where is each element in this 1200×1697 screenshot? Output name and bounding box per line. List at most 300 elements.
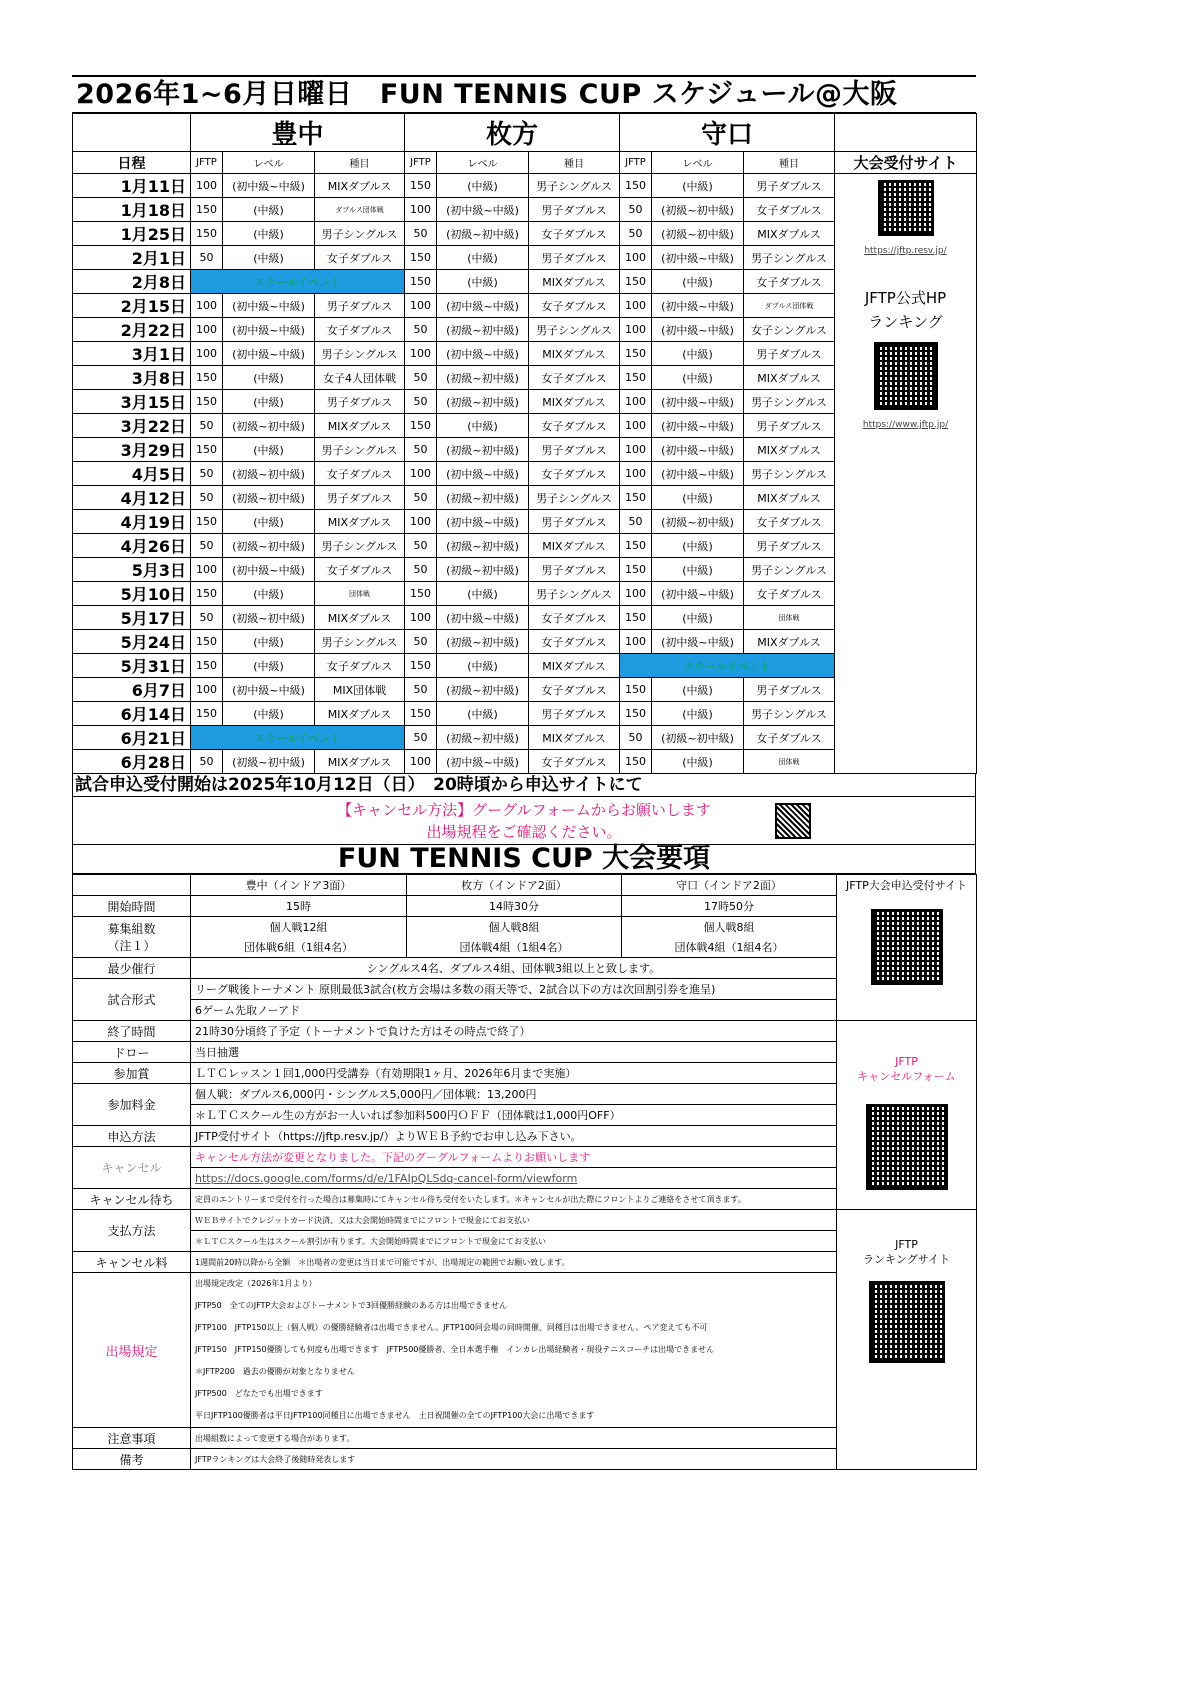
level-moriguchi: (中級) — [652, 174, 744, 198]
event-toyonaka: MIXダブルス — [315, 510, 405, 534]
level-hirakata: (初級~初中級) — [437, 534, 529, 558]
event-moriguchi: 女子ダブルス — [744, 726, 835, 750]
schedule-row — [73, 174, 977, 198]
jftp-toyonaka: 50 — [191, 486, 223, 510]
date-cell: 5月3日 — [73, 558, 191, 582]
special-event-moriguchi: スクールイベント — [620, 654, 835, 678]
jftp-moriguchi: 100 — [620, 390, 652, 414]
level-moriguchi: (初中級~中級) — [652, 414, 744, 438]
jftp-hirakata: 50 — [405, 318, 437, 342]
venue-head-toyonaka: 豊中（インドア3面） — [191, 875, 407, 896]
event-hirakata: 女子ダブルス — [529, 678, 620, 702]
cancel-notice-line1: 【キャンセル方法】グーグルフォームからお願いします — [337, 801, 711, 819]
date-cell: 2月8日 — [73, 270, 191, 294]
event-toyonaka: 男子シングルス — [315, 438, 405, 462]
jftp-hirakata: 50 — [405, 678, 437, 702]
event-hirakata: MIXダブルス — [529, 270, 620, 294]
event-hirakata: 女子ダブルス — [529, 606, 620, 630]
level-hirakata: (初級~初中級) — [437, 678, 529, 702]
level-hirakata: (初中級~中級) — [437, 510, 529, 534]
schedule-table — [72, 113, 977, 774]
date-cell: 6月14日 — [73, 702, 191, 726]
event-moriguchi: MIXダブルス — [744, 630, 835, 654]
jftp-toyonaka: 100 — [191, 558, 223, 582]
ranking-site-label2: ランキングサイト — [863, 1253, 950, 1266]
special-event-toyonaka: スクールイベント — [191, 726, 405, 750]
level-toyonaka: (中級) — [223, 654, 315, 678]
event-hirakata: 男子シングルス — [529, 582, 620, 606]
jftp-hirakata: 100 — [405, 750, 437, 774]
end-time-label: 終了時間 — [73, 1021, 191, 1042]
date-cell: 5月17日 — [73, 606, 191, 630]
jftp-hirakata: 150 — [405, 414, 437, 438]
event-moriguchi: 女子ダブルス — [744, 510, 835, 534]
event-toyonaka: 女子ダブルス — [315, 654, 405, 678]
jftp-hirakata: 150 — [405, 246, 437, 270]
level-toyonaka: (中級) — [223, 582, 315, 606]
event-toyonaka: MIXダブルス — [315, 606, 405, 630]
event-hirakata: 女子ダブルス — [529, 414, 620, 438]
level-hirakata: (初級~初中級) — [437, 390, 529, 414]
caution-label: 注意事項 — [73, 1428, 191, 1449]
event-header: 種目 — [529, 152, 620, 174]
format-text1: リーグ戦後トーナメント 原則最低3試合(枚方会場は多数の雨天等で、2試合以下の方は次回割引券を進呈) — [191, 979, 837, 1000]
date-cell: 3月22日 — [73, 414, 191, 438]
jftp-hirakata: 100 — [405, 510, 437, 534]
payment-text1: ＷＥＢサイトでクレジットカード決済、又は大会開始時間までにフロントで現金にてお支払い — [191, 1210, 837, 1231]
format-text2: 6ゲーム先取ノーアド — [191, 1000, 837, 1021]
level-toyonaka: (初級~初中級) — [223, 750, 315, 774]
venue-toyonaka: 豊中 — [191, 114, 405, 152]
date-cell: 5月10日 — [73, 582, 191, 606]
format-label: 試合形式 — [73, 979, 191, 1021]
jftp-moriguchi: 100 — [620, 414, 652, 438]
start-time-hirakata: 14時30分 — [407, 896, 622, 917]
level-moriguchi: (中級) — [652, 750, 744, 774]
level-toyonaka: (初中級~中級) — [223, 318, 315, 342]
minimum-label: 最少催行 — [73, 958, 191, 979]
jftp-hirakata: 50 — [405, 438, 437, 462]
jftp-moriguchi: 100 — [620, 318, 652, 342]
level-hirakata: (初級~初中級) — [437, 318, 529, 342]
event-hirakata: 女子ダブルス — [529, 366, 620, 390]
event-hirakata: MIXダブルス — [529, 342, 620, 366]
eligibility-label: 出場規定 — [73, 1273, 191, 1428]
level-hirakata: (中級) — [437, 654, 529, 678]
jftp-moriguchi: 150 — [620, 534, 652, 558]
date-cell: 2月22日 — [73, 318, 191, 342]
guidelines-title: FUN TENNIS CUP 大会要項 — [72, 845, 976, 874]
jftp-moriguchi: 50 — [620, 726, 652, 750]
level-header: レベル — [652, 152, 744, 174]
level-moriguchi: (中級) — [652, 558, 744, 582]
recruit-team-toyonaka: 団体戦6組（1組4名） — [191, 937, 407, 958]
level-moriguchi: (初中級~中級) — [652, 246, 744, 270]
jftp-moriguchi: 50 — [620, 510, 652, 534]
jftp-moriguchi: 150 — [620, 342, 652, 366]
eligibility-line: JFTP50 全てのJFTP大会およびトーナメントで3回優勝経験のある方は出場できません — [195, 1301, 508, 1310]
level-moriguchi: (中級) — [652, 270, 744, 294]
level-moriguchi: (中級) — [652, 606, 744, 630]
eligibility-line: JFTP150 JFTP150優勝しても何度も出場できます JFTP500優勝者、全日本選手権 インカレ出場経験者・現役テニスコーチは出場できません — [195, 1345, 715, 1354]
event-moriguchi: 男子ダブルス — [744, 678, 835, 702]
level-moriguchi: (初中級~中級) — [652, 318, 744, 342]
ranking-qr-code[interactable] — [874, 342, 938, 410]
event-toyonaka: MIXダブルス — [315, 414, 405, 438]
level-moriguchi: (初級~初中級) — [652, 726, 744, 750]
level-hirakata: (初中級~中級) — [437, 294, 529, 318]
jftp-toyonaka: 150 — [191, 510, 223, 534]
level-moriguchi: (初級~初中級) — [652, 510, 744, 534]
date-cell: 6月28日 — [73, 750, 191, 774]
level-hirakata: (中級) — [437, 582, 529, 606]
cancel-qr-code[interactable] — [775, 803, 811, 839]
date-cell: 6月21日 — [73, 726, 191, 750]
level-hirakata: (初中級~中級) — [437, 462, 529, 486]
jftp-moriguchi: 100 — [620, 246, 652, 270]
event-toyonaka: 団体戦 — [315, 582, 405, 606]
jftp-toyonaka: 150 — [191, 366, 223, 390]
jftp-hirakata: 150 — [405, 270, 437, 294]
jftp-moriguchi: 150 — [620, 678, 652, 702]
jftp-toyonaka: 150 — [191, 222, 223, 246]
level-toyonaka: (初級~初中級) — [223, 534, 315, 558]
event-moriguchi: 女子シングルス — [744, 318, 835, 342]
event-moriguchi: 団体戦 — [744, 750, 835, 774]
end-time-text: 21時30分頃終了予定（トーナメントで負けた方はその時点で終了） — [191, 1021, 837, 1042]
jftp-moriguchi: 50 — [620, 198, 652, 222]
remarks-label: 備考 — [73, 1449, 191, 1470]
event-hirakata: 男子シングルス — [529, 318, 620, 342]
site-side-panel — [835, 174, 977, 774]
cancel-form-link[interactable]: https://docs.google.com/forms/d/e/1FAIpQLSdq-cancel-form/viewform — [191, 1168, 837, 1189]
jftp-moriguchi: 150 — [620, 366, 652, 390]
cancel-change-text: キャンセル方法が変更となりました。下記のグーグルフォームよりお願いします — [191, 1147, 837, 1168]
level-header: レベル — [437, 152, 529, 174]
event-moriguchi: MIXダブルス — [744, 438, 835, 462]
recruit-label: 募集組数 — [107, 922, 156, 936]
event-moriguchi: 男子シングルス — [744, 246, 835, 270]
level-toyonaka: (中級) — [223, 438, 315, 462]
event-hirakata: MIXダブルス — [529, 726, 620, 750]
event-moriguchi: 男子ダブルス — [744, 534, 835, 558]
entry-qr-code[interactable] — [878, 180, 934, 236]
date-cell: 1月25日 — [73, 222, 191, 246]
jftp-toyonaka: 100 — [191, 678, 223, 702]
jftp-moriguchi: 150 — [620, 606, 652, 630]
start-time-label: 開始時間 — [73, 896, 191, 917]
draw-label: ドロー — [73, 1042, 191, 1063]
fee-text2: ＊ＬＴＣスクール生の方がお一人いれば参加料500円ＯＦＦ（団体戦は1,000円OFF） — [191, 1105, 837, 1126]
event-toyonaka: 男子シングルス — [315, 222, 405, 246]
level-hirakata: (中級) — [437, 270, 529, 294]
event-toyonaka: 女子4人団体戦 — [315, 366, 405, 390]
event-hirakata: 女子ダブルス — [529, 462, 620, 486]
level-hirakata: (初級~初中級) — [437, 630, 529, 654]
schedule-sheet — [72, 75, 976, 1470]
jftp-header: JFTP — [620, 152, 652, 174]
jftp-toyonaka: 50 — [191, 606, 223, 630]
event-toyonaka: 女子ダブルス — [315, 246, 405, 270]
jftp-hirakata: 100 — [405, 198, 437, 222]
level-moriguchi: (中級) — [652, 366, 744, 390]
jftp-toyonaka: 150 — [191, 390, 223, 414]
level-toyonaka: (初級~初中級) — [223, 486, 315, 510]
minimum-text: シングルス4名、ダブルス4組、団体戦3組以上と致します。 — [191, 958, 837, 979]
event-header: 種目 — [744, 152, 835, 174]
jftp-hirakata: 150 — [405, 582, 437, 606]
event-moriguchi: 男子シングルス — [744, 558, 835, 582]
jftp-toyonaka: 100 — [191, 342, 223, 366]
event-hirakata: 男子ダブルス — [529, 246, 620, 270]
jftp-moriguchi: 100 — [620, 630, 652, 654]
waitlist-label: キャンセル待ち — [73, 1189, 191, 1210]
ranking-site-qr-code[interactable] — [869, 1281, 945, 1363]
jftp-moriguchi: 150 — [620, 702, 652, 726]
fee-label: 参加料金 — [73, 1084, 191, 1126]
event-moriguchi: MIXダブルス — [744, 366, 835, 390]
cancel-fee-text: 1週間前20時以降から全額 ＊出場者の変更は当日まで可能ですが、出場規定の範囲でお願い致します。 — [191, 1252, 837, 1273]
apply-label: 申込方法 — [73, 1126, 191, 1147]
event-hirakata: 男子ダブルス — [529, 438, 620, 462]
event-hirakata: 男子ダブルス — [529, 702, 620, 726]
event-moriguchi: 男子ダブルス — [744, 414, 835, 438]
eligibility-line: JFTP500 どなたでも出場できます — [195, 1389, 323, 1398]
cancel-notice-line2: 出場規程をご確認ください。 — [426, 823, 622, 841]
level-moriguchi: (初中級~中級) — [652, 438, 744, 462]
event-hirakata: 男子ダブルス — [529, 510, 620, 534]
jftp-moriguchi: 150 — [620, 750, 652, 774]
column-header-row — [73, 152, 977, 174]
date-cell: 5月24日 — [73, 630, 191, 654]
eligibility-text — [191, 1273, 837, 1428]
date-header: 日程 — [73, 152, 191, 174]
recruit-ind-hirakata: 個人戦8組 — [407, 917, 622, 938]
cancel-label: キャンセル — [73, 1147, 191, 1189]
jftp-hirakata: 50 — [405, 390, 437, 414]
level-moriguchi: (初中級~中級) — [652, 630, 744, 654]
page-title: 2026年1~6月日曜日 FUN TENNIS CUP スケジュール@大阪 — [72, 75, 976, 113]
jftp-hirakata: 50 — [405, 558, 437, 582]
date-cell: 4月12日 — [73, 486, 191, 510]
event-moriguchi: 女子ダブルス — [744, 582, 835, 606]
jftp-header: JFTP — [191, 152, 223, 174]
fee-text1: 個人戦：ダブルス6,000円・シングルス5,000円／団体戦：13,200円 — [191, 1084, 837, 1105]
event-toyonaka: MIXダブルス — [315, 174, 405, 198]
event-toyonaka: 男子シングルス — [315, 342, 405, 366]
event-toyonaka: 男子シングルス — [315, 630, 405, 654]
jftp-toyonaka: 150 — [191, 438, 223, 462]
caution-text: 出場組数によって変更する場合があります。 — [191, 1428, 837, 1449]
event-toyonaka: 女子ダブルス — [315, 318, 405, 342]
cancel-form-qr-code[interactable] — [866, 1104, 948, 1190]
venue-header-row — [73, 114, 977, 152]
level-hirakata: (初級~初中級) — [437, 366, 529, 390]
level-hirakata: (初級~初中級) — [437, 558, 529, 582]
date-cell: 3月8日 — [73, 366, 191, 390]
level-moriguchi: (中級) — [652, 534, 744, 558]
prize-label: 参加賞 — [73, 1063, 191, 1084]
jftp-toyonaka: 150 — [191, 198, 223, 222]
jftp-toyonaka: 50 — [191, 414, 223, 438]
jftp-hirakata: 100 — [405, 462, 437, 486]
jftp-toyonaka: 100 — [191, 318, 223, 342]
date-cell: 4月19日 — [73, 510, 191, 534]
date-cell: 3月15日 — [73, 390, 191, 414]
level-moriguchi: (初中級~中級) — [652, 462, 744, 486]
event-header: 種目 — [315, 152, 405, 174]
level-toyonaka: (中級) — [223, 366, 315, 390]
event-moriguchi: 男子シングルス — [744, 462, 835, 486]
level-toyonaka: (中級) — [223, 630, 315, 654]
cancel-notice — [72, 797, 976, 845]
hp-label1: JFTP公式HP — [864, 289, 947, 307]
event-toyonaka: 男子ダブルス — [315, 486, 405, 510]
date-cell: 2月15日 — [73, 294, 191, 318]
jftp-toyonaka: 50 — [191, 534, 223, 558]
prize-text: ＬＴＣレッスン１回1,000円受講券（有効期限1ヶ月、2026年6月まで実施） — [191, 1063, 837, 1084]
venue-hirakata: 枚方 — [405, 114, 620, 152]
event-moriguchi: 男子ダブルス — [744, 342, 835, 366]
level-toyonaka: (初級~初中級) — [223, 414, 315, 438]
event-moriguchi: 男子ダブルス — [744, 174, 835, 198]
recruit-team-moriguchi: 団体戦4組（1組4名） — [622, 937, 837, 958]
eligibility-line: ＊JFTP200 過去の優勝が対象となりません — [195, 1367, 355, 1376]
cancel-form-label2: キャンセルフォーム — [857, 1070, 956, 1083]
jftp-hirakata: 50 — [405, 534, 437, 558]
level-hirakata: (中級) — [437, 414, 529, 438]
level-moriguchi: (初級~初中級) — [652, 222, 744, 246]
jftp-toyonaka: 100 — [191, 294, 223, 318]
venue-head-hirakata: 枚方（インドア2面） — [407, 875, 622, 896]
level-toyonaka: (初級~初中級) — [223, 462, 315, 486]
cancel-fee-label: キャンセル料 — [73, 1252, 191, 1273]
jftp-hirakata: 150 — [405, 654, 437, 678]
level-hirakata: (初級~初中級) — [437, 438, 529, 462]
event-hirakata: 男子ダブルス — [529, 558, 620, 582]
event-hirakata: 女子ダブルス — [529, 294, 620, 318]
jftp-moriguchi: 100 — [620, 582, 652, 606]
level-moriguchi: (中級) — [652, 702, 744, 726]
event-toyonaka: MIXダブルス — [315, 702, 405, 726]
jftp-moriguchi: 150 — [620, 486, 652, 510]
jftp-toyonaka: 50 — [191, 246, 223, 270]
level-toyonaka: (中級) — [223, 198, 315, 222]
event-hirakata: MIXダブルス — [529, 534, 620, 558]
level-toyonaka: (中級) — [223, 246, 315, 270]
event-hirakata: 男子シングルス — [529, 486, 620, 510]
event-moriguchi: 女子ダブルス — [744, 198, 835, 222]
hp-site-link[interactable]: https://www.jftp.jp/ — [862, 420, 949, 430]
level-hirakata: (初中級~中級) — [437, 750, 529, 774]
recruit-ind-toyonaka: 個人戦12組 — [191, 917, 407, 938]
draw-text: 当日抽選 — [191, 1042, 837, 1063]
entry-site-link[interactable]: https://jftp.resv.jp/ — [864, 246, 947, 256]
date-cell: 4月5日 — [73, 462, 191, 486]
event-toyonaka: 男子シングルス — [315, 534, 405, 558]
event-hirakata: 男子シングルス — [529, 174, 620, 198]
date-cell: 3月1日 — [73, 342, 191, 366]
level-toyonaka: (初中級~中級) — [223, 558, 315, 582]
entry-site-panel — [837, 875, 977, 1021]
level-toyonaka: (中級) — [223, 510, 315, 534]
cancel-form-label1: JFTP — [895, 1055, 918, 1068]
jftp-hirakata: 100 — [405, 294, 437, 318]
jftp-moriguchi: 100 — [620, 438, 652, 462]
date-cell: 5月31日 — [73, 654, 191, 678]
recruit-note: （注１） — [107, 939, 156, 953]
jftp-hirakata: 150 — [405, 174, 437, 198]
entry-site-qr-code[interactable] — [871, 909, 943, 985]
level-toyonaka: (初中級~中級) — [223, 294, 315, 318]
venue-moriguchi: 守口 — [620, 114, 835, 152]
level-toyonaka: (初中級~中級) — [223, 342, 315, 366]
jftp-toyonaka: 150 — [191, 702, 223, 726]
eligibility-line: JFTP100 JFTP150以上（個人戦）の優勝経験者は出場できません。JFTP100同会場の同時開催、同種目は出場できません。ペア変えても不可 — [195, 1323, 708, 1332]
jftp-moriguchi: 50 — [620, 222, 652, 246]
level-toyonaka: (中級) — [223, 702, 315, 726]
jftp-header: JFTP — [405, 152, 437, 174]
jftp-moriguchi: 150 — [620, 558, 652, 582]
ranking-site-label1: JFTP — [895, 1238, 918, 1251]
event-hirakata: 女子ダブルス — [529, 750, 620, 774]
level-hirakata: (初中級~中級) — [437, 342, 529, 366]
recruit-team-hirakata: 団体戦4組（1組4名） — [407, 937, 622, 958]
jftp-hirakata: 100 — [405, 342, 437, 366]
level-moriguchi: (中級) — [652, 342, 744, 366]
event-hirakata: MIXダブルス — [529, 654, 620, 678]
entry-site-label: JFTP大会申込受付サイト — [846, 879, 967, 892]
payment-label: 支払方法 — [73, 1210, 191, 1252]
event-toyonaka: 女子ダブルス — [315, 558, 405, 582]
jftp-hirakata: 50 — [405, 366, 437, 390]
level-hirakata: (初中級~中級) — [437, 606, 529, 630]
level-hirakata: (中級) — [437, 174, 529, 198]
jftp-toyonaka: 100 — [191, 174, 223, 198]
event-moriguchi: MIXダブルス — [744, 222, 835, 246]
event-moriguchi: MIXダブルス — [744, 486, 835, 510]
level-moriguchi: (初級~初中級) — [652, 198, 744, 222]
event-toyonaka: 男子ダブルス — [315, 294, 405, 318]
jftp-toyonaka: 150 — [191, 654, 223, 678]
jftp-toyonaka: 50 — [191, 750, 223, 774]
remarks-text: JFTPランキングは大会終了後随時発表します — [191, 1449, 837, 1470]
event-hirakata: 男子ダブルス — [529, 198, 620, 222]
event-toyonaka: MIX団体戦 — [315, 678, 405, 702]
start-time-toyonaka: 15時 — [191, 896, 407, 917]
jftp-toyonaka: 150 — [191, 630, 223, 654]
date-cell: 1月11日 — [73, 174, 191, 198]
date-cell: 6月7日 — [73, 678, 191, 702]
date-cell: 3月29日 — [73, 438, 191, 462]
level-header: レベル — [223, 152, 315, 174]
jftp-hirakata: 150 — [405, 702, 437, 726]
jftp-hirakata: 50 — [405, 222, 437, 246]
level-toyonaka: (中級) — [223, 222, 315, 246]
event-moriguchi: 男子シングルス — [744, 702, 835, 726]
eligibility-line: 出場規定改定（2026年1月より） — [195, 1279, 317, 1288]
level-hirakata: (中級) — [437, 702, 529, 726]
eligibility-line: 平日JFTP100優勝者は平日JFTP100同種目に出場できません 土日祝開催の全てのJFTP100大会に出場できます — [195, 1411, 595, 1420]
event-moriguchi: 団体戦 — [744, 606, 835, 630]
jftp-hirakata: 50 — [405, 486, 437, 510]
jftp-toyonaka: 150 — [191, 582, 223, 606]
apply-text: JFTP受付サイト（https://jftp.resv.jp/）よりＷＥＢ予約でお申し込み下さい。 — [191, 1126, 837, 1147]
payment-text2: ＊ＬＴＣスクール生はスクール割引が有ります。大会開始時間までにフロントで現金にてお支払い — [191, 1231, 837, 1252]
level-moriguchi: (初中級~中級) — [652, 390, 744, 414]
jftp-toyonaka: 50 — [191, 462, 223, 486]
recruit-ind-moriguchi: 個人戦8組 — [622, 917, 837, 938]
